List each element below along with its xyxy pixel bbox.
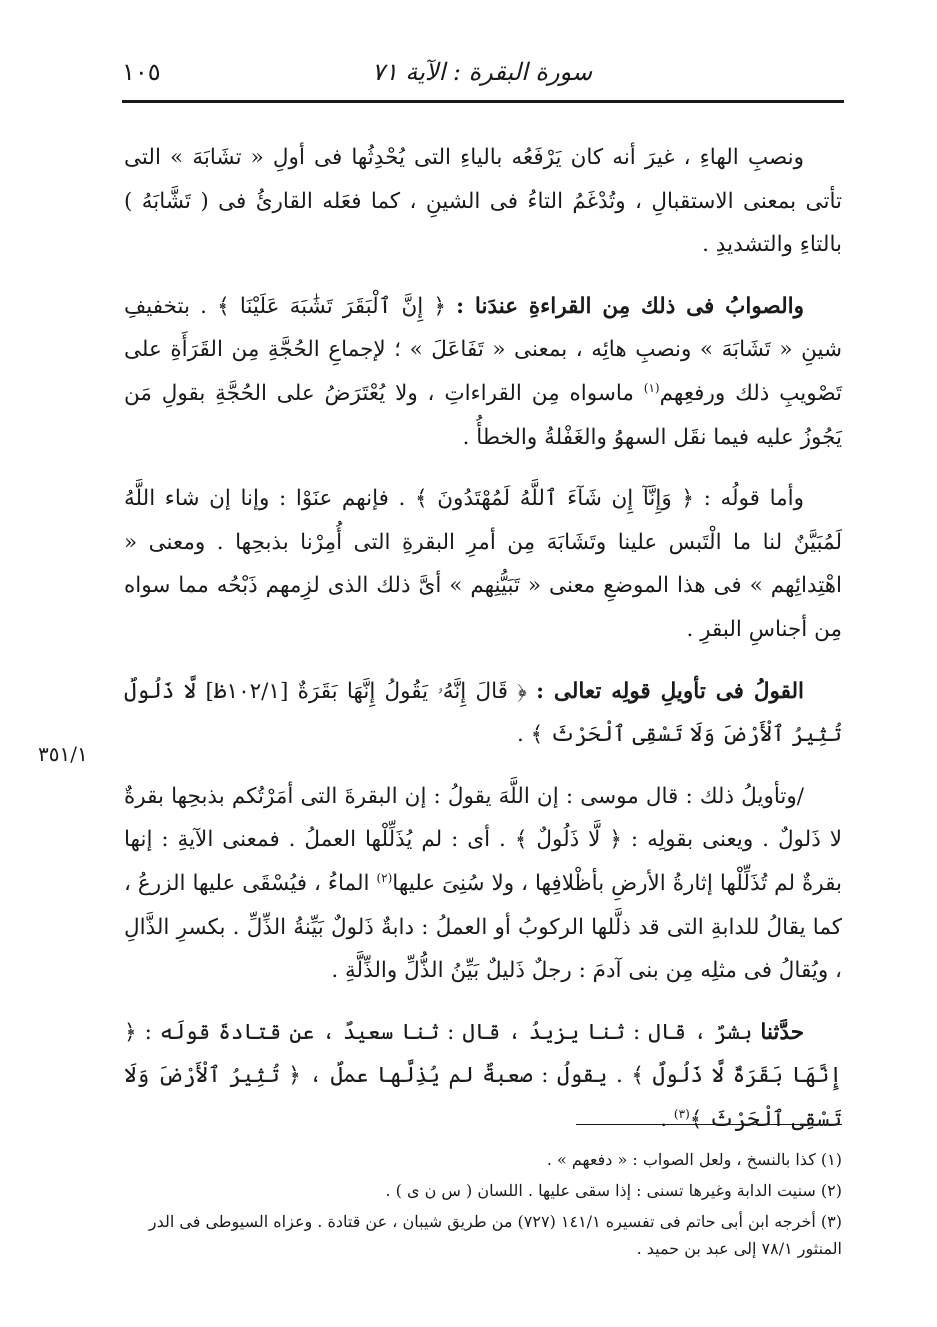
paragraph-2	[124, 285, 842, 459]
paragraph-1	[124, 136, 842, 267]
paragraph-text: .	[516, 722, 524, 748]
paragraph-text: بشرٌ ، قال : ثنا يزيدُ ، قال : ثنا سعيدٌ ، عن قتادةَ قولَه : ﴿ إِنَّهَا بَقَرَةٌ لَّا ذَلُولٌ ﴾ . يقولُ : صعبةٌ لم يُذِلَّها عملٌ ، ﴿ تُثِيرُ ٱلْأَرْضَ وَلَا تَسْقِى ٱلْحَرْثَ ﴾	[124, 1019, 842, 1132]
footnote-ref: (١)	[643, 380, 660, 395]
quran-quote: ﴿ إِنَّ ٱلْبَقَرَ تَشَٰبَهَ عَلَيْنَا ﴾	[217, 293, 446, 319]
header-rule	[122, 100, 844, 103]
running-title: سورة البقرة : الآية ٧١	[371, 58, 593, 86]
main-text	[124, 136, 842, 1159]
paragraph-6	[124, 1011, 842, 1142]
paragraph-tail: ماسواه مِن القراءاتِ ، ولا يُعْتَرَضُ على الحُجَّةِ بقولِ مَن يَجُوزُ عليه فيما نقَل السهوُ والغَفْلةُ والخطأُ .	[124, 380, 842, 450]
page-number: ١٠٥	[122, 58, 161, 86]
margin-note: ٣٥١/١	[38, 742, 88, 766]
footnote-3: (٣) أخرجه ابن أبى حاتم فى تفسيره ١٤١/١ (٧٢٧) من طريق شيبان ، عن قتادة . وعزاه السيوطى فى الدر المنثور ٧٨/١ إلى عبد بن حميد .	[148, 1212, 842, 1258]
paragraph-4	[124, 670, 842, 757]
paragraph-text: . بتخفيفِ شينِ « تَشَابَهَ » ونصبِ هائِه ، بمعنى « تَفَاعَلَ » ؛ لإجماعِ الحُجَّةِ مِن القَرَأَةِ على تَصْويبِ ذلك ورفعِهم	[124, 293, 842, 406]
paragraph-text: . فإنهم عنَوْا : وإنا إن شاء اللَّهُ لَمُبَيَّنٌ لنا ما الْتَبس علينا وتَشَابَهَ مِن أمرِ البقرةِ التى أُمِرْنا بذبحِها . ومعنى « اهْتِدائِهم » فى هذا الموضعِ معنى « تَبَيُّنِهم » أىَّ ذلك الذى لزِمهم ذَبْحُه مما سواه مِن أجناسِ البقرِ .	[124, 486, 842, 642]
paragraph-lead: حدَّثنا	[760, 1019, 804, 1045]
paragraph-3	[124, 477, 842, 651]
quran-quote: ﴿ قَالَ إِنَّهُۥ يَقُولُ إِنَّهَا بَقَرَةٌ [١٠٢/١ظ] لَّا ذَلُولٌ تُثِيرُ ٱلْأَرْضَ وَلَا تَسْقِى ٱلْحَرْثَ ﴾	[124, 678, 842, 748]
running-header	[122, 52, 842, 98]
footnote-rule	[576, 1124, 842, 1125]
paragraph-text: /وتأويلُ ذلك : قال موسى : إن اللَّهَ يقولُ : إن البقرةَ التى أمَرْتُكم بذبحِها بقرةٌ لا ذَلولٌ . ويعنى بقولِه : ﴿ لَّا ذَلُولٌ ﴾ . أى : لم يُذَلِّلْها العملُ . فمعنى الآيةِ : إنها بقرةٌ لم تُذَلِّلْها إثارةُ الأرضِ بأظْلافِها ، ولا سُنِىَ عليها	[124, 783, 842, 896]
quran-quote: ﴿ وَإِنَّآ إِن شَآءَ ٱللَّهُ لَمُهْتَدُونَ ﴾	[415, 486, 694, 512]
paragraph-lead: والصوابُ فى ذلك مِن القراءةِ عندَنا :	[456, 293, 804, 319]
paragraph-tail: .	[660, 1106, 668, 1132]
footnotes	[124, 1146, 842, 1266]
section-heading: القولُ فى تأويلِ قولِه تعالى :	[536, 678, 804, 704]
paragraph-tail: الماءُ ، فيُسْقَى عليها الزرعُ ، كما يقالُ للدابةِ التى قد ذلَّلها الركوبُ أو العملُ : دابةٌ ذَلولٌ بَيِّنةُ الذِّلِّ . بكسرِ الذَّالِ ، ويُقالُ فى مثلِه مِن بنى آدمَ : رجلٌ ذَليلٌ بَيِّنُ الذُّلِّ والذِّلَّةِ .	[124, 870, 842, 984]
footnote-ref: (٣)	[673, 1106, 690, 1121]
paragraph-text: ونصبِ الهاءِ ، غيرَ أنه كان يَرْفَعُه بالياءِ التى يُحْدِثُها فى أولِ « تشَابَهَ » التى تأتى بمعنى الاستقبالِ ، وتُدْغَمُ التاءُ فى الشينِ ، كما فعَله القارئُ فى ( تَشَّابَهُ ) بالتاءِ والتشديدِ .	[124, 145, 842, 258]
paragraph-lead: وأما قولُه :	[703, 486, 804, 512]
footnote-ref: (٢)	[376, 870, 393, 885]
footnote-1: (١) كذا بالنسخ ، ولعل الصواب : « دفعهم » .	[546, 1150, 842, 1169]
paragraph-5	[124, 775, 842, 993]
footnote-2: (٢) سنيت الدابة وغيرها تسنى : إذا سقى عليها . اللسان ( س ن ى ) .	[385, 1181, 842, 1200]
